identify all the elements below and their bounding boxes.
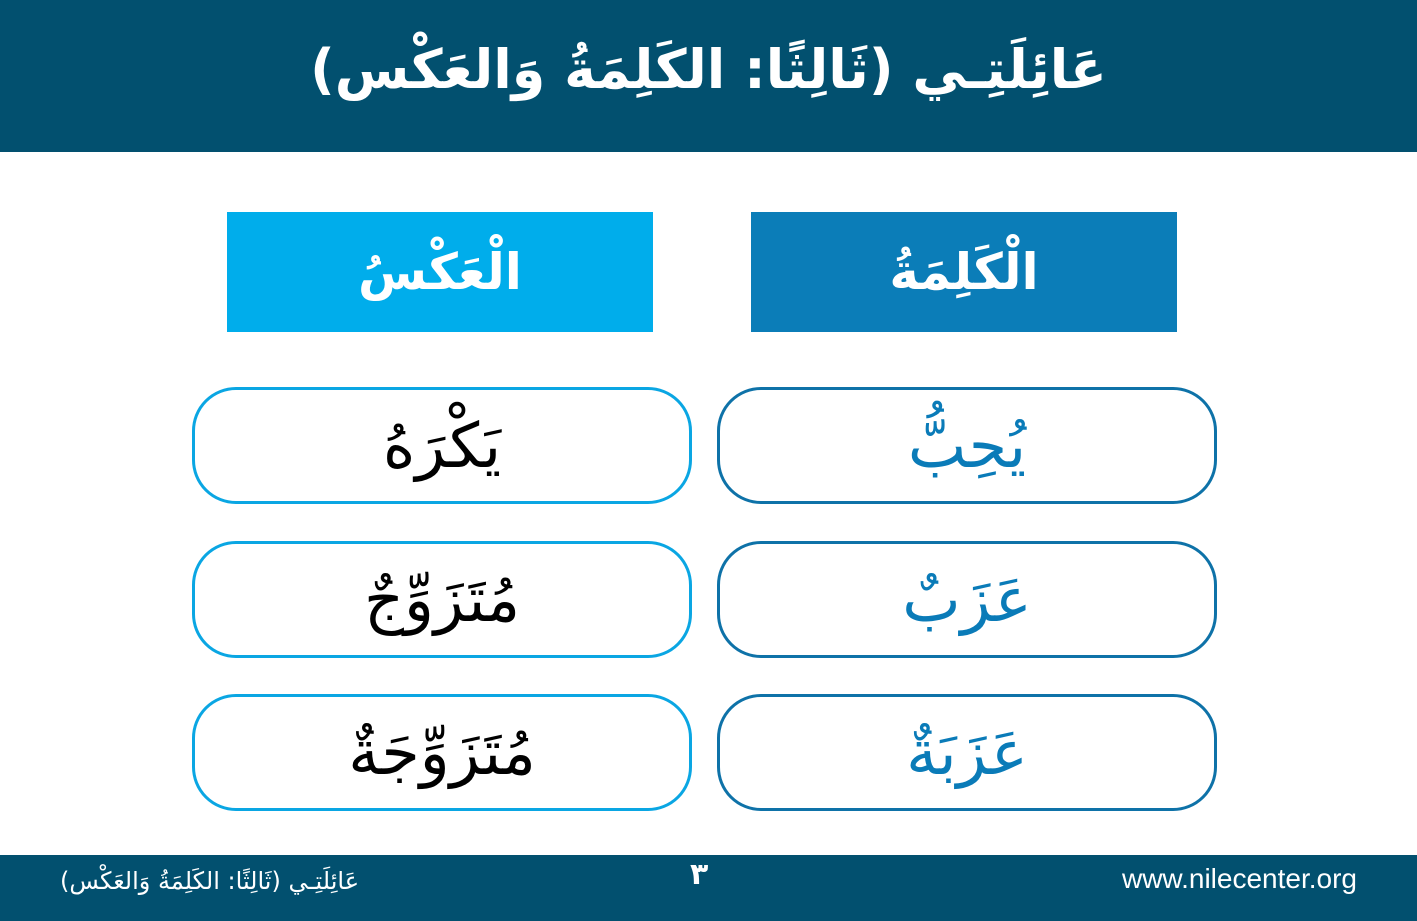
- opposite-card-2: مُتَزَوِّجٌ: [192, 541, 692, 658]
- footer-title: عَائِلَتِـي (ثَالِثًا: الكَلِمَةُ وَالعَكْس): [60, 867, 360, 895]
- opposite-card-3: مُتَزَوِّجَةٌ: [192, 694, 692, 811]
- footer-url-link[interactable]: www.nilecenter.org: [1121, 863, 1357, 894]
- word-card-2: عَزَبٌ: [717, 541, 1217, 658]
- word-card-3: عَزَبَةٌ: [717, 694, 1217, 811]
- header-bar: [0, 0, 1417, 152]
- opposite-column-header: الْعَكْسُ: [227, 212, 653, 332]
- footer-bar: [0, 855, 1417, 921]
- opposite-card-1: يَكْرَهُ: [192, 387, 692, 504]
- page-number: ٣: [690, 857, 709, 892]
- word-column-header: الْكَلِمَةُ: [751, 212, 1177, 332]
- page-title: عَائِلَتِـي (ثَالِثًا: الكَلِمَةُ وَالعَكْس): [310, 37, 1107, 101]
- word-card-1: يُحِبُّ: [717, 387, 1217, 504]
